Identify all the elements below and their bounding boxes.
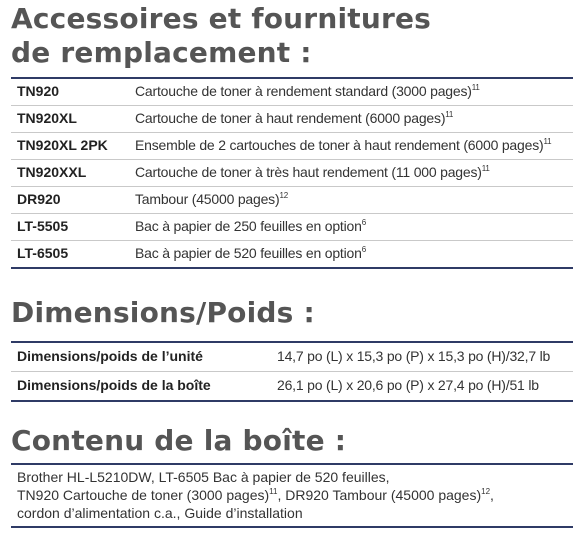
table-row	[11, 214, 573, 241]
product-description: Cartouche de toner à rendement standard (3000 pages)$^{11}$	[135, 83, 480, 99]
product-description: Tambour (45000 pages)$^{12}$	[135, 191, 288, 207]
box-contents-line: cordon d’alimentation c.a., Guide d’installation	[17, 505, 303, 521]
table-row	[11, 372, 573, 402]
product-code: TN920XL	[17, 110, 77, 126]
table-row	[11, 341, 573, 372]
product-code: TN920XL 2PK	[17, 137, 108, 153]
box-contents-title: Contenu de la boîte :	[11, 424, 347, 457]
product-code: TN920	[17, 83, 60, 99]
product-code: LT-6505	[17, 245, 69, 261]
product-description: Bac à papier de 520 feuilles en option$^6$	[135, 245, 366, 261]
table-row	[11, 241, 573, 269]
table-row	[11, 133, 573, 160]
box-contents-line: TN920 Cartouche de toner (3000 pages)$^{11}$, DR920 Tambour (45000 pages)$^{12}$,	[17, 487, 494, 503]
product-code: TN920XXL	[17, 164, 87, 180]
product-description: Ensemble de 2 cartouches de toner à haut rendement (6000 pages)$^{11}$	[135, 137, 552, 153]
table-row	[11, 77, 573, 106]
product-code: DR920	[17, 191, 61, 207]
dimension-value: 14,7 po (L) x 15,3 po (P) x 15,3 po (H)/32,7 lb	[277, 348, 551, 364]
product-code: LT-5505	[17, 218, 69, 234]
dimension-value: 26,1 po (L) x 20,6 po (P) x 27,4 po (H)/51 lb	[277, 377, 539, 393]
box-contents-line: Brother HL-L5210DW, LT-6505 Bac à papier de 520 feuilles,	[17, 469, 390, 485]
dimension-label: Dimensions/poids de l’unité	[17, 348, 203, 364]
product-description: Cartouche de toner à haut rendement (6000 pages)$^{11}$	[135, 110, 454, 126]
product-description: Bac à papier de 250 feuilles en option$^6$	[135, 218, 366, 234]
table-row	[11, 106, 573, 133]
accessories-title-line2: de remplacement :	[11, 36, 312, 69]
accessories-title-line1: Accessoires et fournitures	[11, 2, 432, 35]
table-row	[11, 160, 573, 187]
box-contents-text	[11, 463, 573, 528]
dimensions-title: Dimensions/Poids :	[11, 296, 315, 329]
accessories-table	[11, 77, 573, 269]
dimensions-table	[11, 341, 573, 402]
product-description: Cartouche de toner à très haut rendement (11 000 pages)$^{11}$	[135, 164, 490, 180]
table-row	[11, 187, 573, 214]
dimension-label: Dimensions/poids de la boîte	[17, 377, 211, 393]
